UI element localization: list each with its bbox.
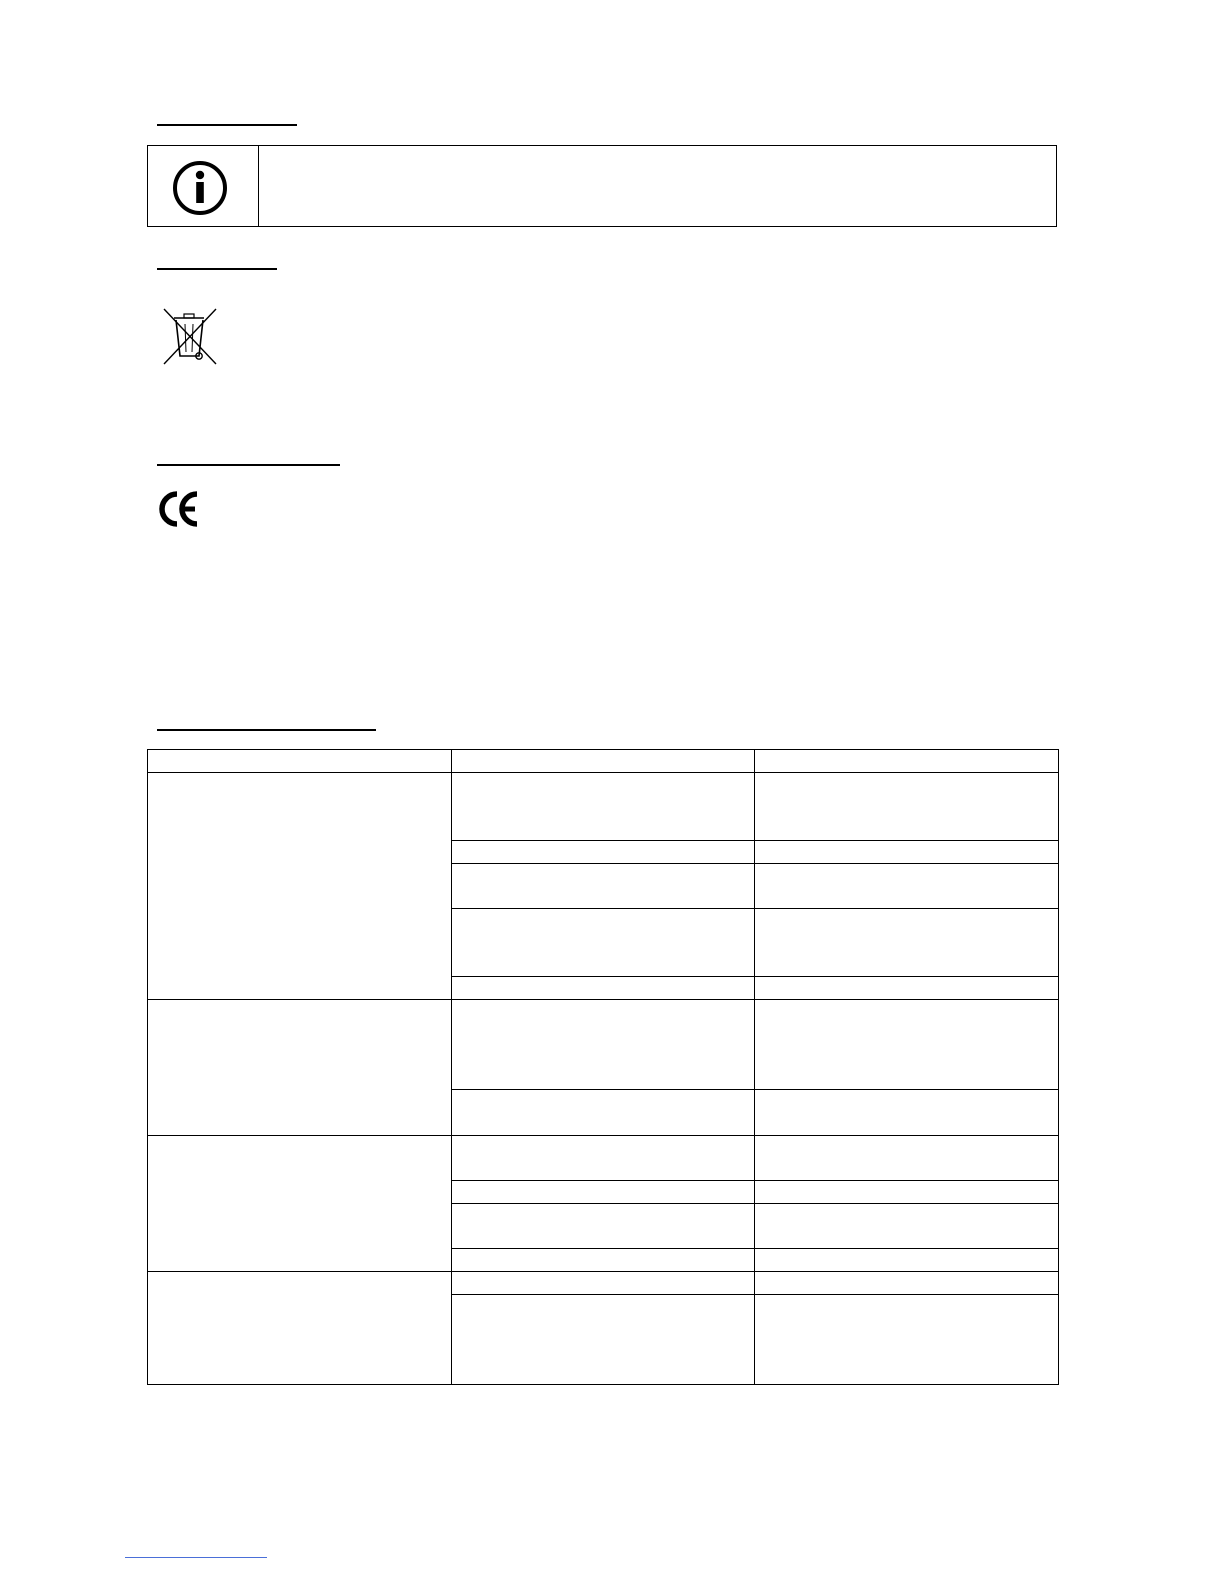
solution-cell [755,864,1059,909]
cause-cell [452,977,755,1000]
crossed-out-wheelie-bin-icon [161,306,219,366]
cause-cell [452,1000,755,1090]
problem-cell [148,1000,452,1136]
cause-cell [452,1295,755,1385]
table-row [148,1136,1059,1181]
cause-cell [452,773,755,841]
cause-cell [452,1204,755,1249]
solution-cell [755,1295,1059,1385]
disposal-heading-rule [157,268,277,270]
solution-cell [755,841,1059,864]
header-solution [755,750,1059,773]
solution-cell [755,1204,1059,1249]
header-problem [148,750,452,773]
problem-cell [148,1136,452,1272]
cause-cell [452,864,755,909]
cause-cell [452,1090,755,1136]
table-header-row [148,750,1059,773]
troubleshooting-heading-rule [157,729,376,731]
table-row [148,1000,1059,1090]
solution-cell [755,773,1059,841]
table-row [148,773,1059,841]
solution-cell [755,1000,1059,1090]
cause-cell [452,841,755,864]
cause-cell [452,1272,755,1295]
cause-cell [452,1181,755,1204]
solution-cell [755,1181,1059,1204]
ce-mark-icon [159,490,201,528]
solution-cell [755,1090,1059,1136]
problem-cell [148,773,452,1000]
info-box-divider [258,146,259,226]
cause-cell [452,1249,755,1272]
solution-cell [755,1272,1059,1295]
cause-cell [452,909,755,977]
info-notice-box [147,145,1057,227]
info-icon [172,160,228,216]
troubleshooting-table [147,749,1059,1385]
table-row [148,1272,1059,1295]
cause-cell [452,1136,755,1181]
notice-heading-rule [157,124,297,126]
solution-cell [755,1249,1059,1272]
solution-cell [755,909,1059,977]
footer-link-underline[interactable] [125,1557,267,1558]
problem-cell [148,1272,452,1385]
header-cause [452,750,755,773]
solution-cell [755,1136,1059,1181]
solution-cell [755,977,1059,1000]
conformity-heading-rule [157,464,340,466]
